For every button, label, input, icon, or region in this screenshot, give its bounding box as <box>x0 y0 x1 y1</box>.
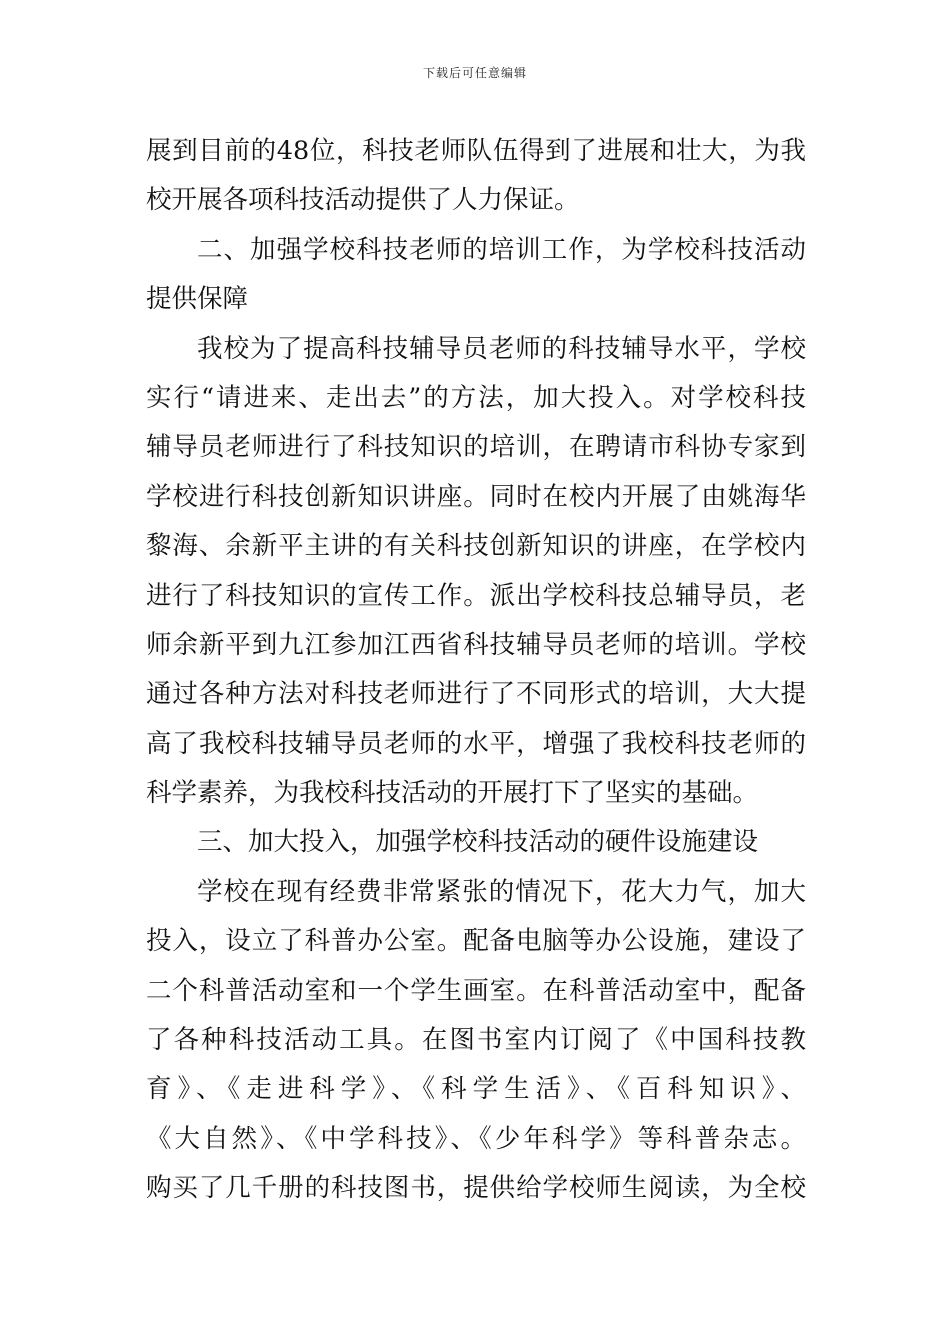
text-line: 了各种科技活动工具。在图书室内订阅了《中国科技教 <box>146 1025 806 1056</box>
document-body <box>146 127 806 1214</box>
text-line: 育》、《走进科学》、《科学生活》、《百科知识》、 <box>146 1074 806 1105</box>
text-line: 学校进行科技创新知识讲座。同时在校内开展了由姚海华 <box>146 481 806 512</box>
text-line: 购买了几千册的科技图书，提供给学校师生阅读，为全校 <box>146 1173 806 1204</box>
text-line: 投入，设立了科普办公室。配备电脑等办公设施，建设了 <box>146 926 806 957</box>
text-line: 师余新平到九江参加江西省科技辅导员老师的培训。学校 <box>146 629 806 660</box>
section-heading-line: 三、加大投入，加强学校科技活动的硬件设施建设 <box>197 827 759 858</box>
text-line: 通过各种方法对科技老师进行了不同形式的培训，大大提 <box>146 679 806 710</box>
text-line: 展到目前的48位，科技老师队伍得到了进展和壮大，为我 <box>146 136 806 166</box>
text-line: 校开展各项科技活动提供了人力保证。 <box>146 185 580 216</box>
text-line: 高了我校科技辅导员老师的水平，增强了我校科技老师的 <box>146 728 806 759</box>
text-line: 我校为了提高科技辅导员老师的科技辅导水平，学校 <box>197 333 806 364</box>
section-heading-line: 二、加强学校科技老师的培训工作，为学校科技活动 <box>197 234 806 265</box>
page-header-note: 下载后可任意编辑 <box>422 66 527 80</box>
text-line: 辅导员老师进行了科技知识的培训，在聘请市科协专家到 <box>146 432 806 463</box>
section-heading-line: 提供保障 <box>146 284 249 315</box>
text-line: 黎海、余新平主讲的有关科技创新知识的讲座，在学校内 <box>146 531 806 562</box>
text-line: 实行“请进来、走出去”的方法，加大投入。对学校科技 <box>146 382 806 413</box>
text-line: 二个科普活动室和一个学生画室。在科普活动室中，配备 <box>146 975 806 1006</box>
text-line: 进行了科技知识的宣传工作。派出学校科技总辅导员，老 <box>146 580 806 611</box>
text-line: 《大自然》、《中学科技》、《少年科学》等科普杂志。 <box>146 1123 806 1154</box>
text-line: 科学素养，为我校科技活动的开展打下了坚实的基础。 <box>146 778 759 809</box>
text-line: 学校在现有经费非常紧张的情况下，花大力气，加大 <box>197 876 806 907</box>
